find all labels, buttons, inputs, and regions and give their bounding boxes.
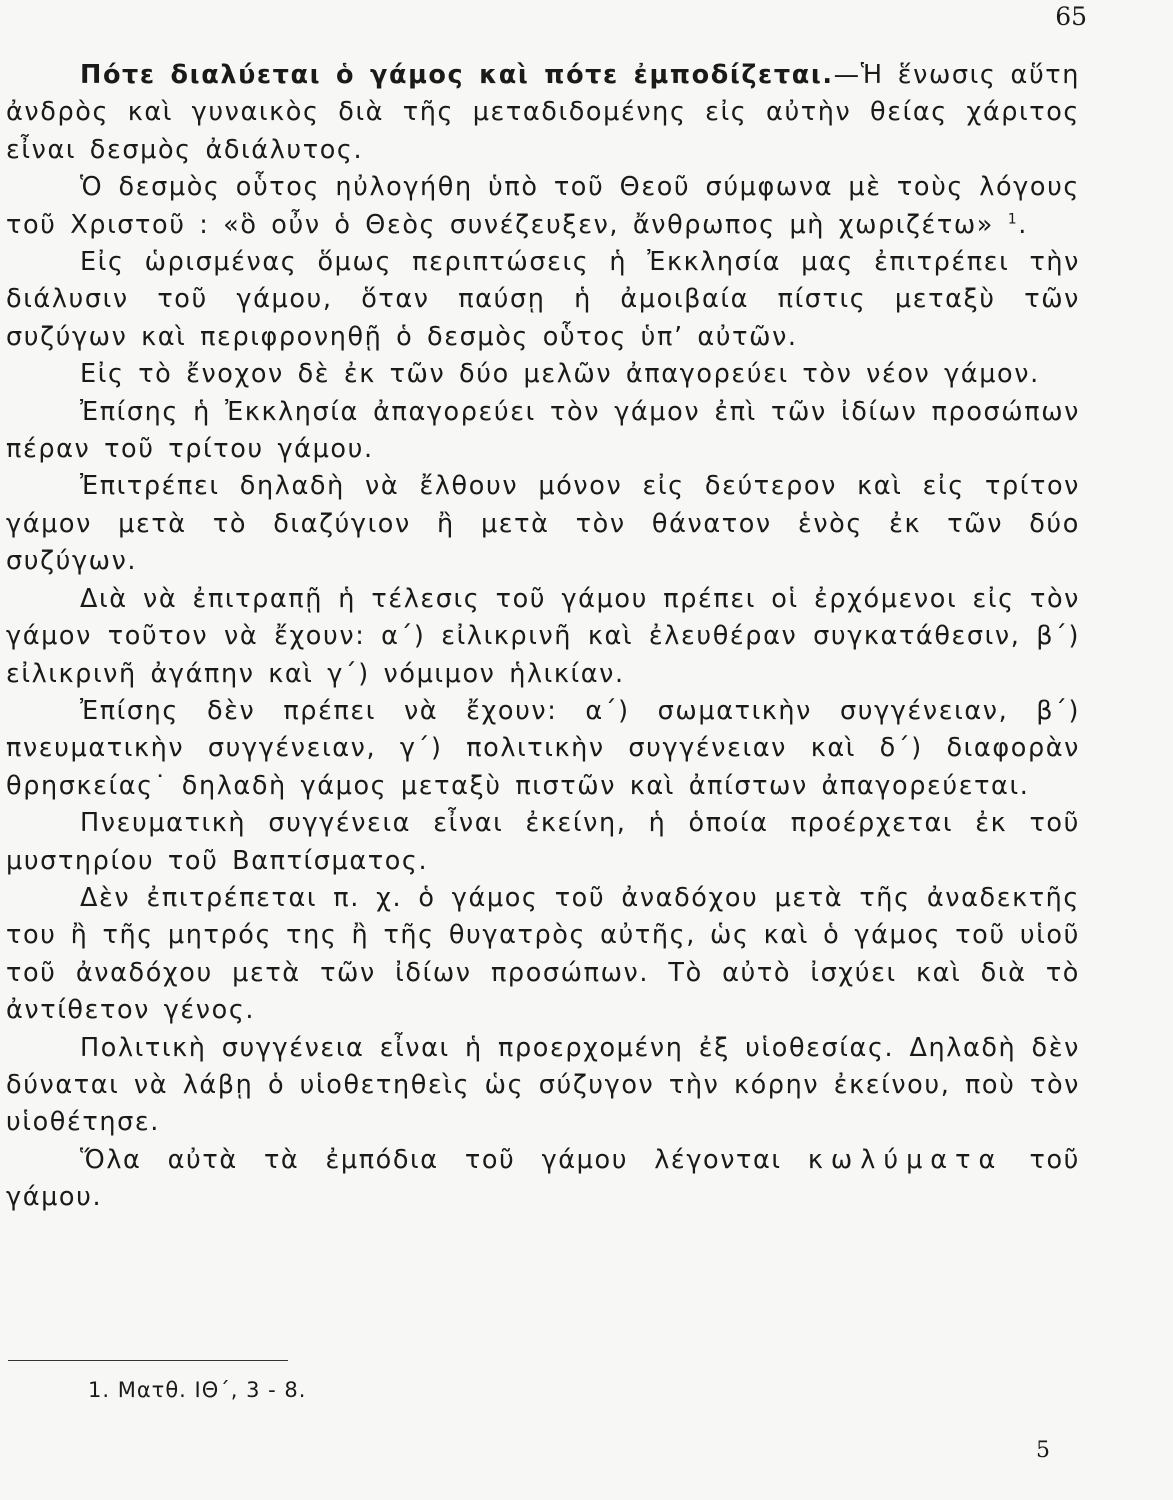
paragraph-10: Δὲν ἐπιτρέπεται π. χ. ὁ γάμος τοῦ ἀναδόχου μετὰ τῆς ἀναδεκτῆς του ἢ τῆς μητρός της ἢ τῆς θυγατρὸς αὐτῆς, ὡς καὶ ὁ γάμος τοῦ υἱοῦ τοῦ ἀναδόχου μετὰ τῶν ἰδίων προσώπων. Τὸ αὐτὸ ἰσχύει καὶ διὰ τὸ ἀντίθετον γένος. xyxy=(6,882,1080,1026)
paragraph-2 xyxy=(6,169,1080,244)
paragraph-1 xyxy=(6,57,1080,169)
paragraph-2-text: Ὁ δεσμὸς οὗτος ηὐλογήθη ὑπὸ τοῦ Θεοῦ σύμφωνα μὲ τοὺς λόγους τοῦ Χριστοῦ : «ὃ οὖν ὁ Θεὸς συνέζευξεν, ἄνθρωπος μὴ χωριζέτω» xyxy=(6,172,1080,240)
paragraph-11: Πολιτικὴ συγγένεια εἶναι ἡ προερχομένη ἐξ υἱοθεσίας. Δηλαδὴ δὲν δύναται νὰ λάβῃ ὁ υἱοθετηθεὶς ὡς σύζυγον τὴν κόρην ἐκείνου, ποὺ τὸν υἱοθέτησε. xyxy=(6,1032,1080,1138)
footnote: 1. Ματθ. ΙΘ΄, 3 - 8. xyxy=(88,1378,307,1402)
paragraph-12-start: Ὅλα αὐτὰ τὰ ἐμπόδια τοῦ γάμου λέγονται xyxy=(80,1144,782,1175)
paragraph-3: Εἰς ὡρισμένας ὅμως περιπτώσεις ἡ Ἐκκλησία μας ἐπιτρέπει τὴν διάλυσιν τοῦ γάμου, ὅταν παύσῃ ἡ ἀμοιβαία πίστις μεταξὺ τῶν συζύγων καὶ περιφρονηθῇ ὁ δεσμὸς οὗτος ὑπ’ αὐτῶν. xyxy=(6,247,1080,352)
paragraph-9: Πνευματικὴ συγγένεια εἶναι ἐκείνη, ἡ ὁποία προέρχεται ἐκ τοῦ μυστηρίου τοῦ Βαπτίσματος. xyxy=(6,808,1080,876)
term-koolymata: κωλύματα xyxy=(807,1144,1004,1175)
paragraph-7: Διὰ νὰ ἐπιτραπῇ ἡ τέλεσις τοῦ γάμου πρέπει οἱ ἐρχόμενοι εἰς τὸν γάμον τοῦτον νὰ ἔχουν: α΄) εἰλικρινῆ καὶ ἐλευθέραν συγκατάθεσιν, β΄) εἰλικρινῆ ἀγάπην καὶ γ΄) νόμιμον ἡλικίαν. xyxy=(6,583,1080,689)
paragraph-1-text: Ἡ ἕνωσις αὕτη ἀνδρὸς καὶ γυναικὸς διὰ τῆς μεταδιδομένης εἰς αὐτὴν θείας χάριτος εἶναι δεσμὸς ἀδιάλυτος. xyxy=(6,60,1081,165)
footnote-divider xyxy=(8,1360,288,1361)
page-number: 65 xyxy=(1055,2,1087,31)
paragraph-12-end: τοῦ γάμου. xyxy=(6,1144,1081,1213)
paragraph-8: Ἐπίσης δὲν πρέπει νὰ ἔχουν: α΄) σωματικὴν συγγένειαν, β΄) πνευματικὴν συγγένειαν, γ΄) πολιτικὴν συγγένειαν καὶ δ΄) διαφορὰν θρησκείας˙ δηλαδὴ γάμος μεταξὺ πιστῶν καὶ ἀπίστων ἀπαγορεύεται. xyxy=(6,695,1080,801)
paragraph-4: Εἰς τὸ ἔνοχον δὲ ἐκ τῶν δύο μελῶν ἀπαγορεύει τὸν νέον γάμον. xyxy=(80,359,1040,390)
heading-dash: — xyxy=(833,60,861,90)
paragraph-5: Ἐπίσης ἡ Ἐκκλησία ἀπαγορεύει τὸν γάμον ἐπὶ τῶν ἰδίων προσώπων πέραν τοῦ τρίτου γάμου. xyxy=(6,396,1080,465)
signature-mark: 5 xyxy=(1036,1438,1050,1463)
paragraph-2-end: . xyxy=(1018,209,1028,240)
body-text xyxy=(6,57,1080,1217)
paragraph-12 xyxy=(6,1142,1080,1217)
section-heading: Πότε διαλύεται ὁ γάμος καὶ πότε ἐμποδίζεται. xyxy=(80,60,834,90)
footnote-ref: 1 xyxy=(1007,211,1019,228)
paragraph-6: Ἐπιτρέπει δηλαδὴ νὰ ἔλθουν μόνον εἰς δεύτερον καὶ εἰς τρίτον γάμον μετὰ τὸ διαζύγιον ἢ μετὰ τὸν θάνατον ἑνὸς ἐκ τῶν δύο συζύγων. xyxy=(6,471,1080,577)
